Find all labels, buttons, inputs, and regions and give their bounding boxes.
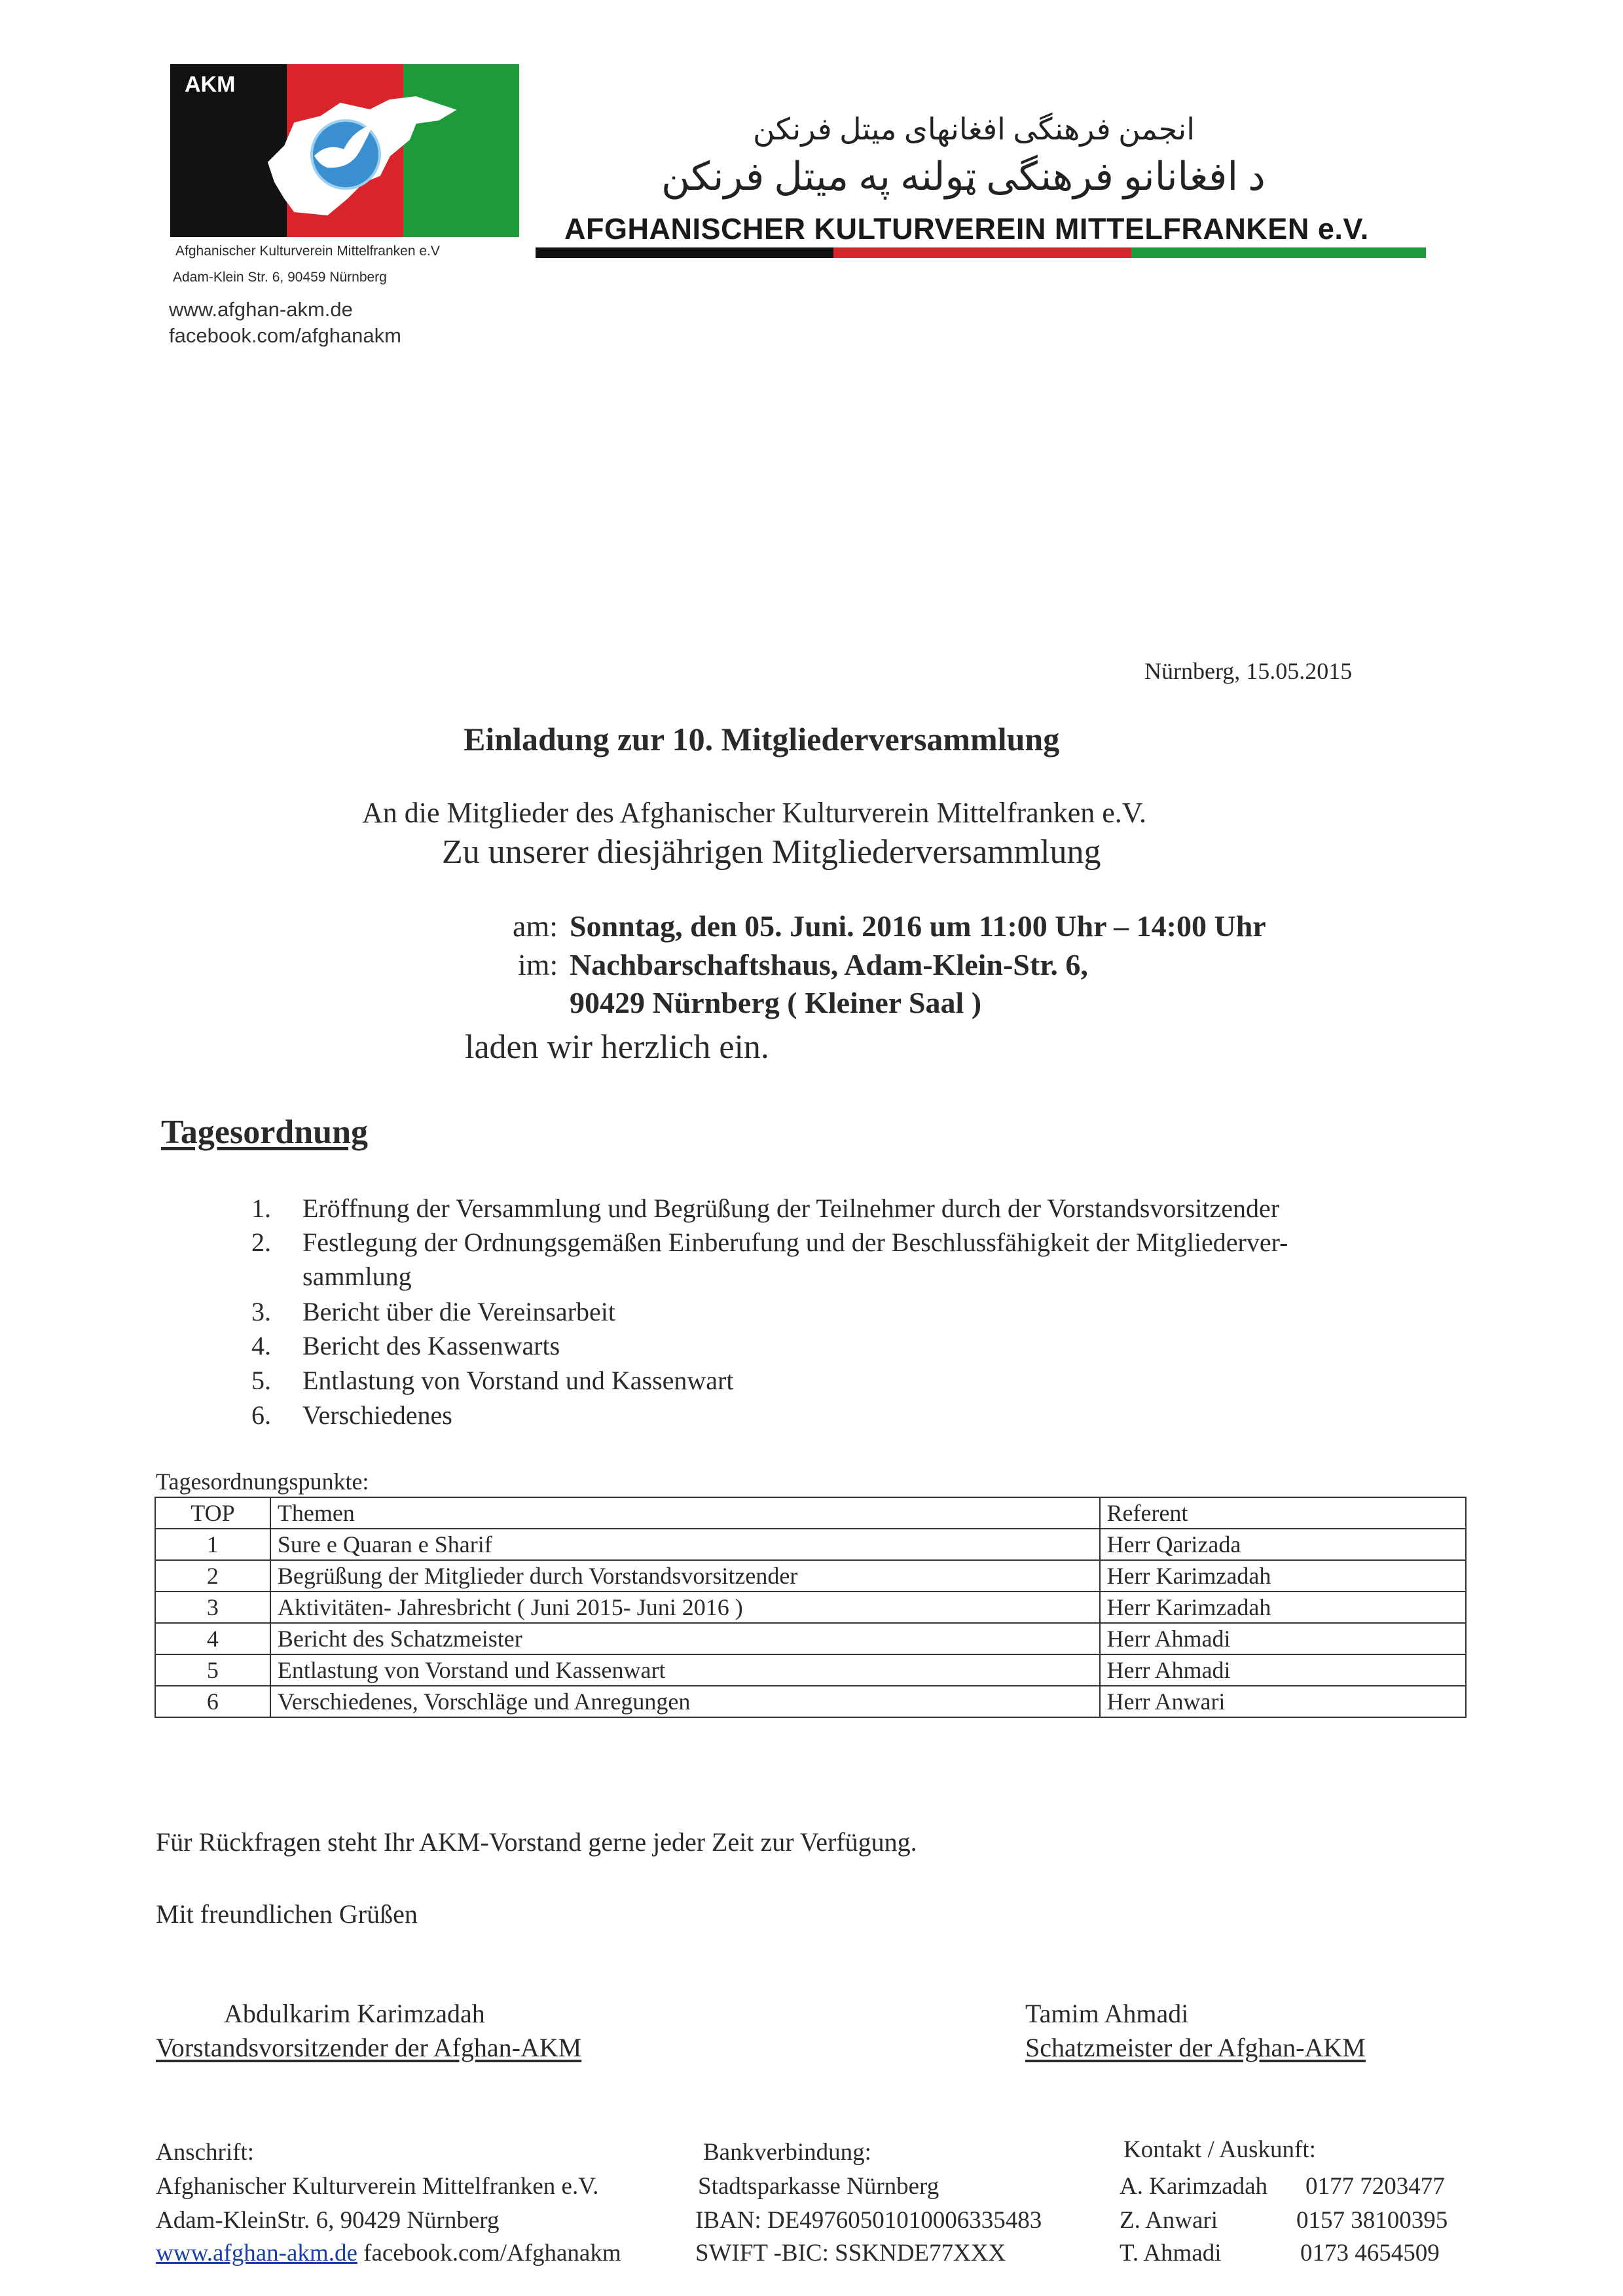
- website-text: www.afghan-akm.de: [169, 298, 353, 321]
- logo-caption-name: Afghanischer Kulturverein Mittelfranken e.V: [175, 244, 440, 259]
- cell-topic: Begrüßung der Mitglieder durch Vorstandsvorsitzender: [270, 1560, 1100, 1592]
- table-row: [155, 1686, 1466, 1717]
- invite-text: laden wir herzlich ein.: [465, 1029, 769, 1066]
- table-header-row: [155, 1497, 1466, 1529]
- contact-phone: 0157 38100395: [1296, 2207, 1448, 2234]
- when-value: Sonntag, den 05. Juni. 2016 um 11:00 Uhr – 14:00 Uhr: [570, 909, 1266, 943]
- agenda-item-number: 4.: [251, 1331, 271, 1360]
- where-value-line-2: 90429 Nürnberg ( Kleiner Saal ): [570, 986, 982, 1019]
- where-value-line-1: Nachbarschaftshaus, Adam-Klein-Str. 6,: [570, 948, 1088, 981]
- cell-speaker: Herr Karimzadah: [1100, 1592, 1467, 1623]
- tricolor-black: [536, 247, 833, 258]
- afghanistan-map-icon: [249, 84, 465, 228]
- footer-address-line-2: Adam-KleinStr. 6, 90429 Nürnberg: [156, 2207, 500, 2234]
- footer-bank-iban: IBAN: DE49760501010006335483: [695, 2207, 1042, 2234]
- letter-date: Nürnberg, 15.05.2015: [1144, 658, 1353, 684]
- dari-association-name: انجمن فرهنگی افغانهای میتل فرنکن: [753, 113, 1195, 146]
- cell-topic: Entlastung von Vorstand und Kassenwart: [270, 1654, 1100, 1686]
- cell-top: 6: [155, 1686, 270, 1717]
- signer-1-role: Vorstandsvorsitzender der Afghan-AKM: [156, 2033, 582, 2062]
- intro-line-1: An die Mitglieder des Afghanischer Kulturverein Mittelfranken e.V.: [362, 797, 1146, 829]
- logo-caption-address: Adam-Klein Str. 6, 90459 Nürnberg: [173, 270, 387, 285]
- cell-speaker: Herr Anwari: [1100, 1686, 1467, 1717]
- column-header-referent: Referent: [1100, 1497, 1467, 1529]
- cell-top: 3: [155, 1592, 270, 1623]
- greeting: Mit freundlichen Grüßen: [156, 1899, 418, 1929]
- agenda-item-text: Festlegung der Ordnungsgemäßen Einberufung und der Beschlussfähigkeit der Mitgliederver-: [302, 1228, 1288, 1257]
- cell-speaker: Herr Ahmadi: [1100, 1654, 1467, 1686]
- signer-2-role: Schatzmeister der Afghan-AKM: [1025, 2033, 1366, 2062]
- cell-topic: Verschiedenes, Vorschläge und Anregungen: [270, 1686, 1100, 1717]
- table-row: [155, 1592, 1466, 1623]
- agenda-item-text: Bericht über die Vereinsarbeit: [302, 1297, 615, 1326]
- contact-phone: 0173 4654509: [1300, 2240, 1440, 2267]
- tricolor-rule: [536, 247, 1426, 258]
- contact-phone: 0177 7203477: [1305, 2173, 1445, 2200]
- questions-note: Für Rückfragen steht Ihr AKM-Vorstand gerne jeder Zeit zur Verfügung.: [156, 1827, 917, 1857]
- cell-topic: Aktivitäten- Jahresbricht ( Juni 2015- Juni 2016 ): [270, 1592, 1100, 1623]
- cell-topic: Bericht des Schatzmeister: [270, 1623, 1100, 1654]
- table-row: [155, 1623, 1466, 1654]
- table-row: [155, 1560, 1466, 1592]
- where-label: im:: [518, 948, 558, 981]
- website-link[interactable]: www.afghan-akm.de: [156, 2240, 357, 2267]
- footer-contact-label: Kontakt / Auskunft:: [1123, 2136, 1316, 2163]
- signer-2-name: Tamim Ahmadi: [1025, 1999, 1189, 2028]
- footer-bank-label: Bankverbindung:: [703, 2139, 871, 2166]
- agenda-table: [155, 1497, 1467, 1718]
- footer-address-web: [156, 2239, 621, 2267]
- tricolor-red: [833, 247, 1131, 258]
- signer-1-name: Abdulkarim Karimzadah: [224, 1999, 485, 2028]
- agenda-item-text-continued: sammlung: [302, 1262, 412, 1291]
- agenda-item-number: 5.: [251, 1366, 271, 1395]
- intro-line-2: Zu unserer diesjährigen Mitgliederversammlung: [442, 833, 1101, 871]
- cell-speaker: Herr Karimzadah: [1100, 1560, 1467, 1592]
- cell-top: 2: [155, 1560, 270, 1592]
- footer-address-line-1: Afghanischer Kulturverein Mittelfranken e.V.: [156, 2173, 599, 2200]
- association-name: AFGHANISCHER KULTURVEREIN MITTELFRANKEN e.V.: [564, 212, 1369, 246]
- contact-name: T. Ahmadi: [1120, 2240, 1222, 2267]
- agenda-item-number: 6.: [251, 1400, 271, 1430]
- table-caption: Tagesordnungspunkte:: [156, 1468, 369, 1495]
- agenda-item-text: Bericht des Kassenwarts: [302, 1331, 560, 1360]
- logo-text: AKM: [185, 72, 236, 97]
- agenda-item-number: 1.: [251, 1194, 271, 1223]
- cell-speaker: Herr Ahmadi: [1100, 1623, 1467, 1654]
- agenda-item-number: 3.: [251, 1297, 271, 1326]
- footer-facebook: facebook.com/Afghanakm: [363, 2240, 621, 2267]
- column-header-themen: Themen: [270, 1497, 1100, 1529]
- agenda-item-text: Verschiedenes: [302, 1400, 452, 1430]
- facebook-text: facebook.com/afghanakm: [169, 324, 401, 347]
- agenda-item-text: Eröffnung der Versammlung und Begrüßung der Teilnehmer durch der Vorstandsvorsitzender: [302, 1194, 1280, 1223]
- cell-top: 1: [155, 1529, 270, 1560]
- letter-title: Einladung zur 10. Mitgliederversammlung: [464, 721, 1060, 757]
- akm-logo: [170, 64, 519, 237]
- agenda-item-text: Entlastung von Vorstand und Kassenwart: [302, 1366, 734, 1395]
- footer-bank-swift: SWIFT -BIC: SSKNDE77XXX: [695, 2240, 1006, 2267]
- table-row: [155, 1654, 1466, 1686]
- contact-name: A. Karimzadah: [1120, 2173, 1268, 2200]
- footer-bank-name: Stadtsparkasse Nürnberg: [698, 2173, 939, 2200]
- agenda-heading: Tagesordnung: [161, 1114, 368, 1151]
- agenda-item-number: 2.: [251, 1228, 271, 1257]
- when-label: am:: [513, 909, 558, 943]
- cell-top: 5: [155, 1654, 270, 1686]
- footer-address-label: Anschrift:: [156, 2139, 255, 2166]
- pashto-association-name: د افغانانو فرهنگی ټولنه په میتل فرنکن: [661, 155, 1266, 198]
- table-row: [155, 1529, 1466, 1560]
- cell-topic: Sure e Quaran e Sharif: [270, 1529, 1100, 1560]
- column-header-top: TOP: [155, 1497, 270, 1529]
- cell-top: 4: [155, 1623, 270, 1654]
- contact-name: Z. Anwari: [1120, 2207, 1218, 2234]
- cell-speaker: Herr Qarizada: [1100, 1529, 1467, 1560]
- tricolor-green: [1131, 247, 1426, 258]
